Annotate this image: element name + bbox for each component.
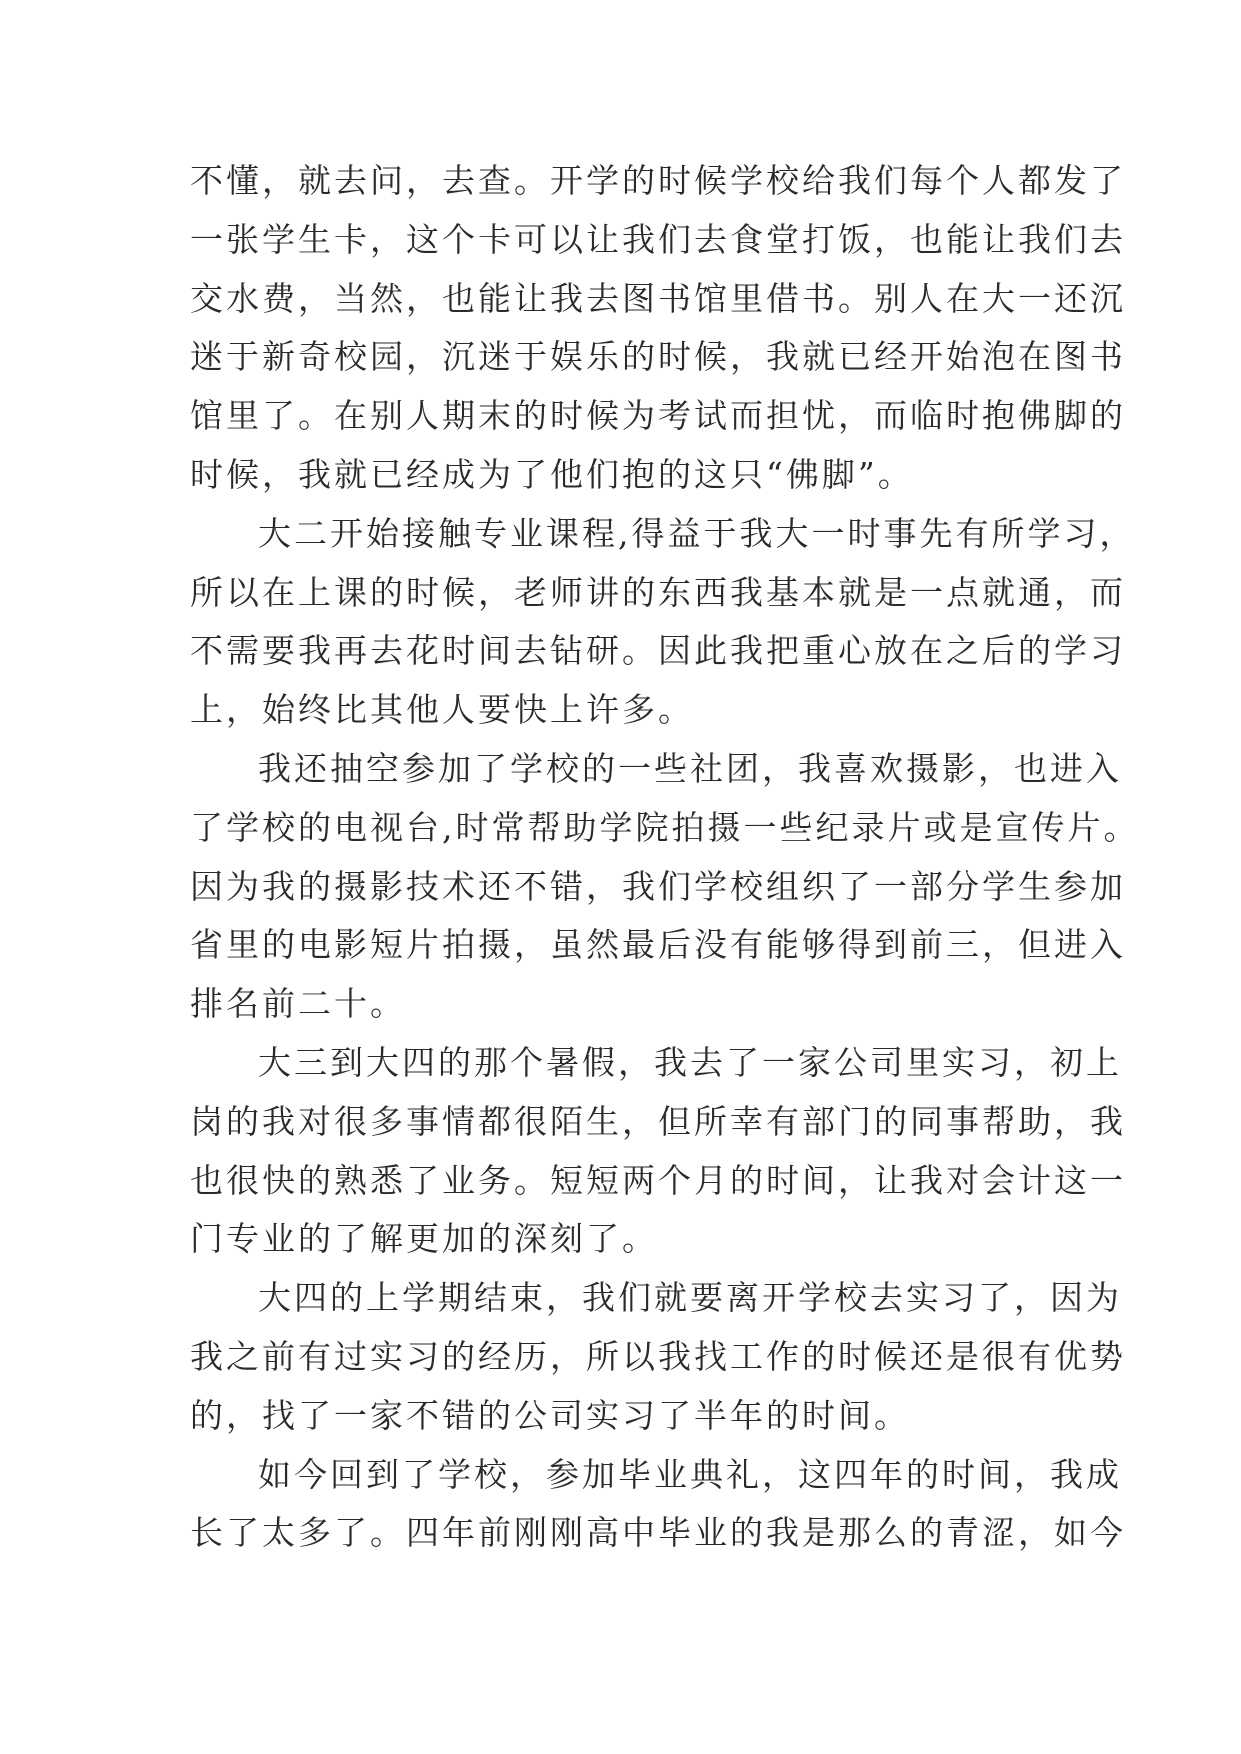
text-line: 上，始终比其他人要快上许多。 (190, 690, 694, 730)
paragraph-first-line: 大四的上学期结束，我们就要离开学校去实习了，因为 (258, 1278, 1122, 1318)
text-line: 岗的我对很多事情都很陌生，但所幸有部门的同事帮助，我 (190, 1101, 1126, 1141)
text-line: 馆里了。在别人期末的时候为考试而担忧，而临时抱佛脚的 (190, 396, 1126, 436)
text-line: 的，找了一家不错的公司实习了半年的时间。 (190, 1395, 910, 1435)
text-line: 门专业的了解更加的深刻了。 (190, 1219, 658, 1259)
text-line: 长了太多了。四年前刚刚高中毕业的我是那么的青涩，如今 (190, 1513, 1126, 1553)
text-line: 省里的电影短片拍摄，虽然最后没有能够得到前三，但进入 (190, 925, 1126, 965)
text-line: 也很快的熟悉了业务。短短两个月的时间，让我对会计这一 (190, 1160, 1126, 1200)
text-line: 交水费，当然，也能让我去图书馆里借书。别人在大一还沉 (190, 278, 1126, 318)
text-line: 因为我的摄影技术还不错，我们学校组织了一部分学生参加 (190, 866, 1126, 906)
text-line: 了学校的电视台,时常帮助学院拍摄一些纪录片或是宣传片。 (190, 807, 1140, 847)
paragraph-first-line: 我还抽空参加了学校的一些社团，我喜欢摄影，也进入 (258, 748, 1122, 788)
document-body (190, 152, 1140, 1563)
text-line: 我之前有过实习的经历，所以我找工作的时候还是很有优势 (190, 1336, 1126, 1376)
text-line: 排名前二十。 (190, 984, 406, 1024)
paragraph-first-line: 如今回到了学校，参加毕业典礼，这四年的时间，我成 (258, 1454, 1122, 1494)
text-line: 不懂，就去问，去查。开学的时候学校给我们每个人都发了 (190, 161, 1126, 200)
text-line: 时候，我就已经成为了他们抱的这只“佛脚”。 (190, 454, 914, 494)
paragraph-first-line: 大二开始接触专业课程,得益于我大一时事先有所学习， (258, 513, 1136, 553)
text-line: 一张学生卡，这个卡可以让我们去食堂打饭，也能让我们去 (190, 219, 1126, 259)
paragraph-first-line: 大三到大四的那个暑假，我去了一家公司里实习，初上 (258, 1042, 1122, 1082)
text-line: 所以在上课的时候，老师讲的东西我基本就是一点就通，而 (190, 572, 1126, 612)
text-line: 迷于新奇校园，沉迷于娱乐的时候，我就已经开始泡在图书 (190, 337, 1126, 377)
text-line: 不需要我再去花时间去钻研。因此我把重心放在之后的学习 (190, 631, 1126, 671)
